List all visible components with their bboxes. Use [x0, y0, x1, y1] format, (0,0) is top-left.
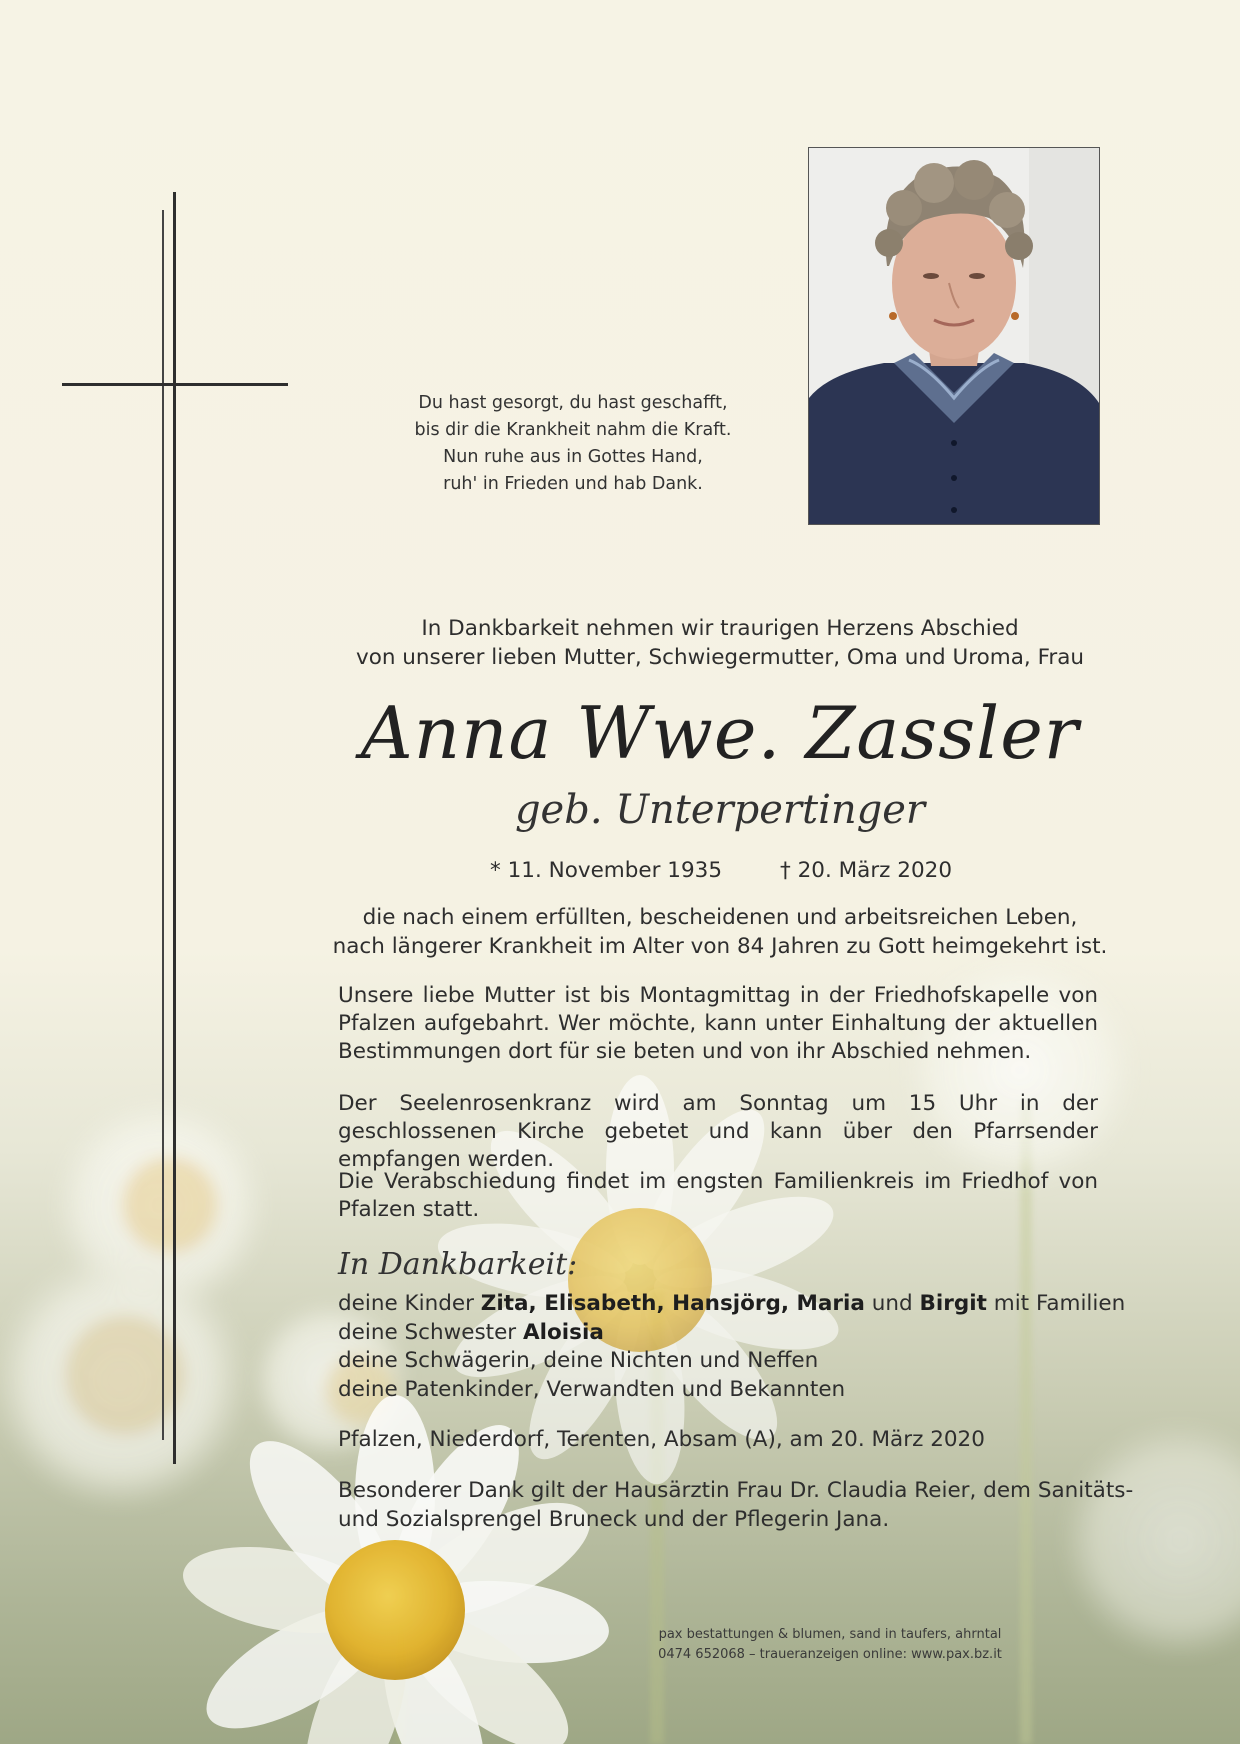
- cross-thin-vertical-line: [162, 210, 164, 1440]
- footer-line: pax bestattungen & blumen, sand in taufers, ahrntal: [658, 1627, 1002, 1642]
- children-and: und: [871, 1291, 913, 1316]
- mourners-line-children: [338, 1290, 1126, 1319]
- life-summary: [300, 903, 1140, 961]
- sister-prefix: deine Schwester: [338, 1319, 517, 1345]
- mourners-list: [338, 1290, 1126, 1404]
- special-thanks: [338, 1477, 1134, 1534]
- poem-line: Nun ruhe aus in Gottes Hand,: [443, 447, 703, 467]
- life-line: nach längerer Krankheit im Alter von 84 Jahren zu Gott heimgekehrt ist.: [332, 934, 1108, 959]
- mourners-line-sister: [338, 1319, 1118, 1348]
- footer-line: 0474 652068 – traueranzeigen online: www.pax.bz.it: [658, 1647, 1002, 1662]
- special-thanks-line: Besonderer Dank gilt der Hausärztin Frau Dr. Claudia Reier, dem Sanitäts-: [338, 1478, 1134, 1503]
- intro-line: In Dankbarkeit nehmen wir traurigen Herzens Abschied: [421, 616, 1019, 641]
- life-line: die nach einem erfüllten, bescheidenen und arbeitsreichen Leben,: [362, 905, 1078, 930]
- cross-horizontal-bar: [62, 383, 288, 386]
- mourners-line: deine Patenkinder, Verwandten und Bekannten: [338, 1376, 846, 1402]
- children-suffix: mit Familien: [993, 1291, 1126, 1316]
- maiden-name: geb. Unterpertinger: [514, 787, 926, 833]
- intro-text: [300, 614, 1140, 672]
- sister-name: Aloisia: [523, 1319, 604, 1345]
- poem-line: ruh' in Frieden und hab Dank.: [443, 474, 703, 494]
- funeral-home-footer: [600, 1625, 1060, 1665]
- death-date: † 20. März 2020: [780, 858, 953, 883]
- mourners-line: deine Schwägerin, deine Nichten und Neffen: [338, 1348, 819, 1373]
- children-prefix: deine Kinder: [338, 1291, 474, 1316]
- thanks-heading: In Dankbarkeit:: [338, 1247, 578, 1282]
- deceased-name: Anna Wwe. Zassler: [360, 691, 1080, 775]
- birth-date: * 11. November 1935: [490, 858, 723, 883]
- portrait-photo: [808, 147, 1100, 525]
- children-names: Zita, Elisabeth, Hansjörg, Maria: [480, 1291, 865, 1316]
- paragraph-farewell: Die Verabschiedung findet im engsten Familienkreis im Friedhof von Pfalzen statt.: [338, 1169, 1098, 1222]
- poem-line: bis dir die Krankheit nahm die Kraft.: [414, 420, 732, 440]
- intro-line: von unserer lieben Mutter, Schwiegermutter, Oma und Uroma, Frau: [355, 645, 1085, 670]
- paragraph-laid-out: Unsere liebe Mutter ist bis Montagmittag in der Friedhofskapelle von Pfalzen aufgebahrt. Wer möchte, kann unter Einhaltung der aktuellen Bestimmungen dort für sie beten und von ihr Abschied nehmen.: [338, 983, 1098, 1064]
- portrait-illustration: [809, 148, 1099, 524]
- poem-line: Du hast gesorgt, du hast geschafft,: [418, 393, 728, 413]
- children-last-name: Birgit: [919, 1291, 987, 1316]
- memorial-poem: [373, 390, 773, 498]
- paragraph-rosary: Der Seelenrosenkranz wird am Sonntag um 15 Uhr in der geschlossenen Kirche gebetet und kann über den Pfarrsender empfangen werden.: [338, 1091, 1098, 1172]
- place-and-date: Pfalzen, Niederdorf, Terenten, Absam (A), am 20. März 2020: [338, 1427, 985, 1452]
- special-thanks-line: und Sozialsprengel Bruneck und der Pflegerin Jana.: [338, 1506, 890, 1532]
